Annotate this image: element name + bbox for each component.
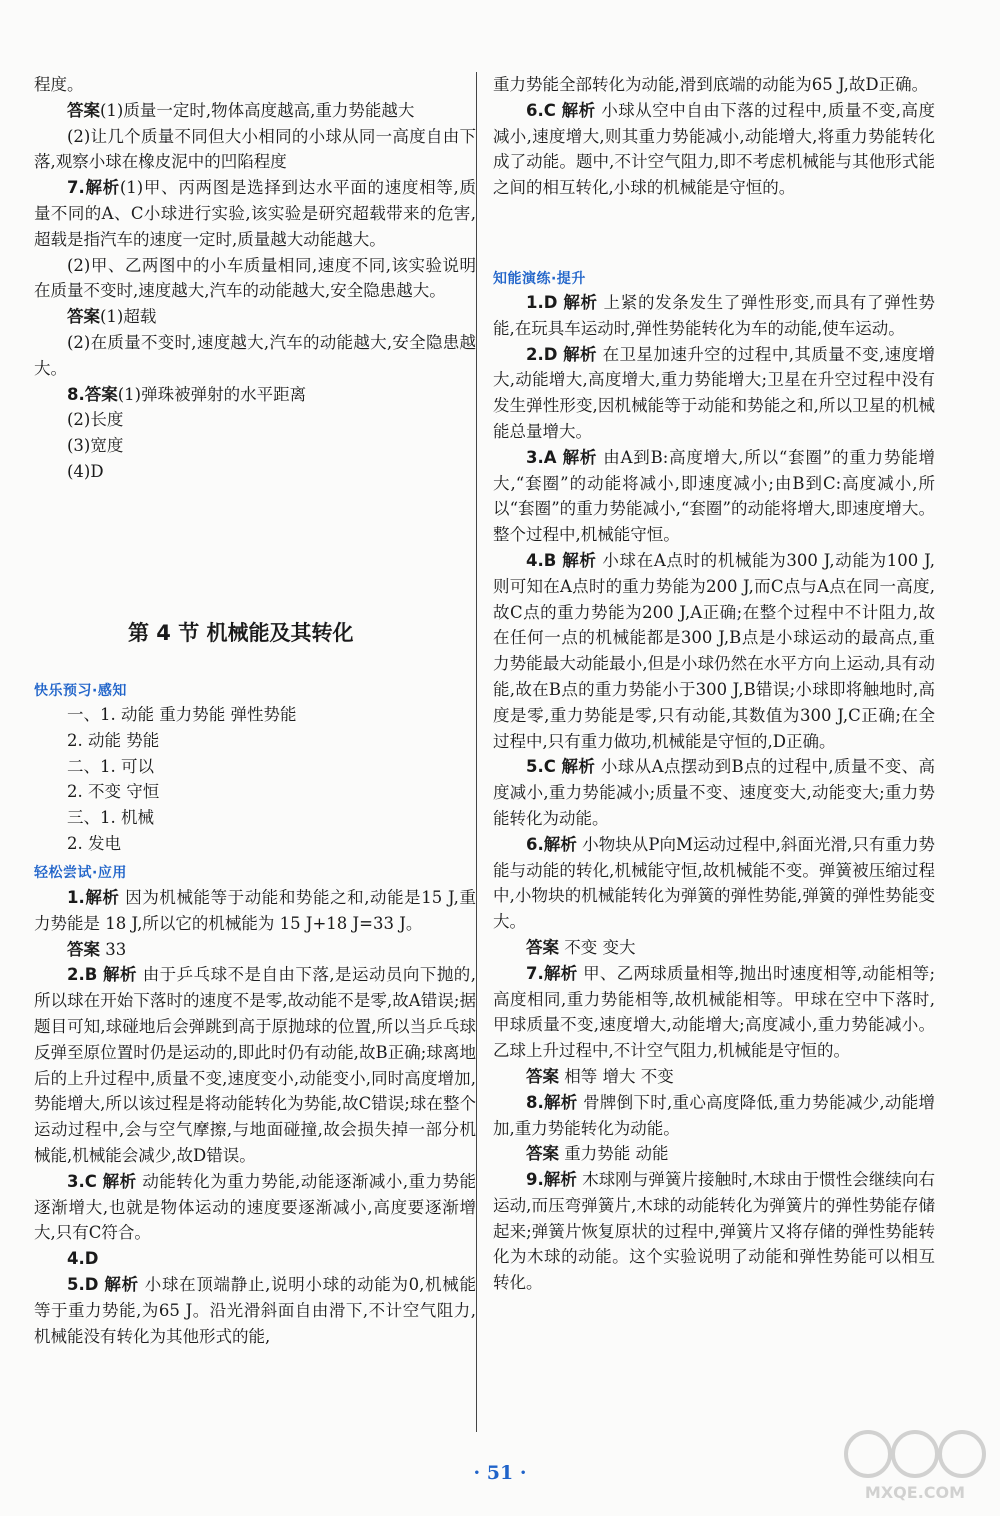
question-7: 7.解析 甲、乙两球质量相等,抛出时速度相等,动能相等;高度相同,重力势能相等,故机械能相等。甲球在空中下落时,甲球质量不变,速度增大,动能增大;高度减小,重力势能减小。乙球上升过程中,不计空气阻力,机械能是守恒的。	[493, 963, 935, 1061]
left-column	[34, 72, 476, 485]
answer-paragraph: 答案(1)超载	[67, 307, 157, 327]
question-7: 7.解析(1)甲、丙两图是选择到达水平面的速度相等,质量不同的A、C小球进行实验,该实验是研究超载带来的危害,超载是指汽车的速度一定时,质量越大动能越大。	[34, 178, 476, 249]
analysis-label: 解析	[84, 178, 120, 198]
watermark-logo	[840, 1424, 990, 1504]
answer-label: 答案	[67, 307, 100, 327]
question-8: 8.解析 骨牌倒下时,重心高度降低,重力势能减少,动能增加,重力势能转化为动能。	[493, 1092, 935, 1138]
answer-paragraph: 答案 不变 变大	[526, 937, 636, 957]
list-item: 三、1. 机械	[67, 808, 154, 828]
question-9: 9.解析 木球刚与弹簧片接触时,木球由于惯性会继续向右运动,而压弯弹簧片,木球的动能转化为弹簧片的弹性势能存储起来;弹簧片恢复原状的过程中,弹簧片又将存储的弹性势能转化为木球的动能。这个实验说明了动能和弹性势能可以相互转化。	[493, 1170, 935, 1293]
question-1: 1.解析 因为机械能等于动能和势能之和,动能是15 J,重力势能是 18 J,所以它的机械能为 15 J+18 J=33 J。	[34, 888, 476, 933]
section-title: 第 4 节 机械能及其转化	[128, 621, 354, 645]
paragraph: 程度。	[34, 75, 84, 94]
question-5: 5.D 解析 小球在顶端静止,说明小球的动能为0,机械能等于重力势能,为65 J。沿光滑斜面自由滑下,不计空气阻力,机械能没有转化为其他形式的能,	[34, 1274, 477, 1346]
section-label-preview: 快乐预习·感知	[34, 683, 127, 699]
section-label-try: 轻松尝试·应用	[34, 865, 127, 881]
section-label-practice: 知能演练·提升	[493, 271, 586, 287]
paragraph: 重力势能全部转化为动能,滑到底端的动能为65 J,故D正确。	[493, 75, 929, 94]
answer-label: 答案	[67, 100, 100, 120]
column-divider	[476, 72, 477, 1432]
question-3: 3.C 解析 动能转化为重力势能,动能逐渐减小,重力势能逐渐增大,也就是物体运动的速度要逐渐减小,高度要逐渐增大,只有C符合。	[34, 1171, 477, 1243]
question-4: 4.B 解析 小球在A点时的机械能为300 J,动能为100 J,则可知在A点时的重力势能为200 J,而C点与A点在同一高度,故C点的重力势能为200 J,A正确;在整个过程中不计阻力,故在任何一点的机械能都是300 J,B点是小球运动的最高点,重力势能最大动能最小,但是小球仍然在水平方向上运动,具有动能,故在B点的重力势能小于300 J,B错误;小球即将触地时,高度是零,重力势能是零,只有动能,其数值为300 J,C正确;在全过程中,只有重力做功,机械能是守恒的,D正确。	[493, 550, 935, 751]
preview-block	[34, 702, 476, 857]
question-8: 8.答案(1)弹珠被弹射的水平距离	[67, 384, 307, 404]
list-item: 2. 不变 守恒	[67, 782, 160, 802]
question-2: 2.B 解析 由于乒乓球不是自由下落,是运动员向下抛的,所以球在开始下落时的速度不是零,故动能不是零,故A错误;据题目可知,球碰地后会弹跳到高于原抛球的位置,所以当乒乓球反弹至原位置时仍是运动的,即此时仍有动能,故B正确;球离地后的上升过程中,质量不变,速度变小,动能变小,同时高度增加,势能增大,所以该过程是将动能转化为势能,故C错误;球在整个运动过程中,会与空气摩擦,与地面碰撞,故会损失掉一部分机械能,机械能会减少,故D错误。	[34, 965, 477, 1165]
answer-paragraph: 答案 相等 增大 不变	[526, 1066, 674, 1086]
watermark-icon	[840, 1424, 990, 1504]
try-block	[34, 885, 476, 1349]
page-number: · 51 ·	[473, 1462, 527, 1484]
answer-paragraph: 答案 33	[67, 939, 127, 959]
question-6: 6.解析 小物块从P向M运动过程中,斜面光滑,只有重力势能与动能的转化,机械能守恒,故机械能不变。弹簧被压缩过程中,小物块的机械能转化为弹簧的弹性势能,弹簧的弹性势能变大。	[493, 834, 936, 932]
watermark-text: MXQE.COM	[864, 1483, 966, 1502]
question-5: 5.C 解析 小球从A点摆动到B点的过程中,质量不变、高度减小,重力势能减小;质量不变、速度变大,动能变大;重力势能转化为动能。	[493, 757, 935, 828]
list-item: 二、1. 可以	[67, 756, 154, 776]
practice-block	[493, 290, 935, 1296]
answer-paragraph: 答案 重力势能 动能	[526, 1144, 669, 1164]
question-3: 3.A 解析 由A到B:高度增大,所以“套圈”的重力势能增大,“套圈”的动能将减小,即速度减小;由B到C:高度减小,所以“套圈”的重力势能减小,“套圈”的动能将增大,即速度增大。整个过程中,机械能守恒。	[493, 447, 936, 545]
paragraph: (2)甲、乙两图中的小车质量相同,速度不同,该实验说明在质量不变时,速度越大,汽车的动能越大,安全隐患越大。	[34, 255, 476, 301]
paragraph: (2)在质量不变时,速度越大,汽车的动能越大,安全隐患越大。	[34, 332, 476, 378]
answer-label: 答案	[84, 384, 118, 404]
paragraph: (2)让几个质量不同但大小相同的小球从同一高度自由下落,观察小球在橡皮泥中的凹陷程度	[34, 126, 476, 172]
question-6: 6.C 解析 小球从空中自由下落的过程中,质量不变,高度减小,速度增大,则其重力势能减小,动能增大,将重力势能转化成了动能。题中,不计空气阻力,即不考虑机械能与其他形式能之间的相互转化,小球的机械能是守恒的。	[493, 100, 936, 198]
paragraph: (4)D	[67, 461, 104, 481]
paragraph: (2)长度	[67, 410, 124, 430]
list-item: 一、1. 动能 重力势能 弹性势能	[67, 705, 297, 724]
question-2: 2.D 解析 在卫星加速升空的过程中,其质量不变,速度增大,动能增大,高度增大,重力势能增大;卫星在升空过程中没有发生弹性形变,因机械能等于动能和势能之和,所以卫星的机械能总量增大。	[493, 344, 936, 441]
list-item: 2. 动能 势能	[67, 730, 160, 750]
right-column	[493, 72, 935, 201]
question-4: 4.D	[67, 1249, 99, 1269]
question-1: 1.D 解析 上紧的发条发生了弹性形变,而具有了弹性势能,在玩具车运动时,弹性势能转化为车的动能,使车运动。	[493, 293, 936, 338]
list-item: 2. 发电	[67, 833, 121, 853]
paragraph: (3)宽度	[67, 436, 124, 456]
answer-paragraph: 答案(1)质量一定时,物体高度越高,重力势能越大	[67, 100, 415, 120]
